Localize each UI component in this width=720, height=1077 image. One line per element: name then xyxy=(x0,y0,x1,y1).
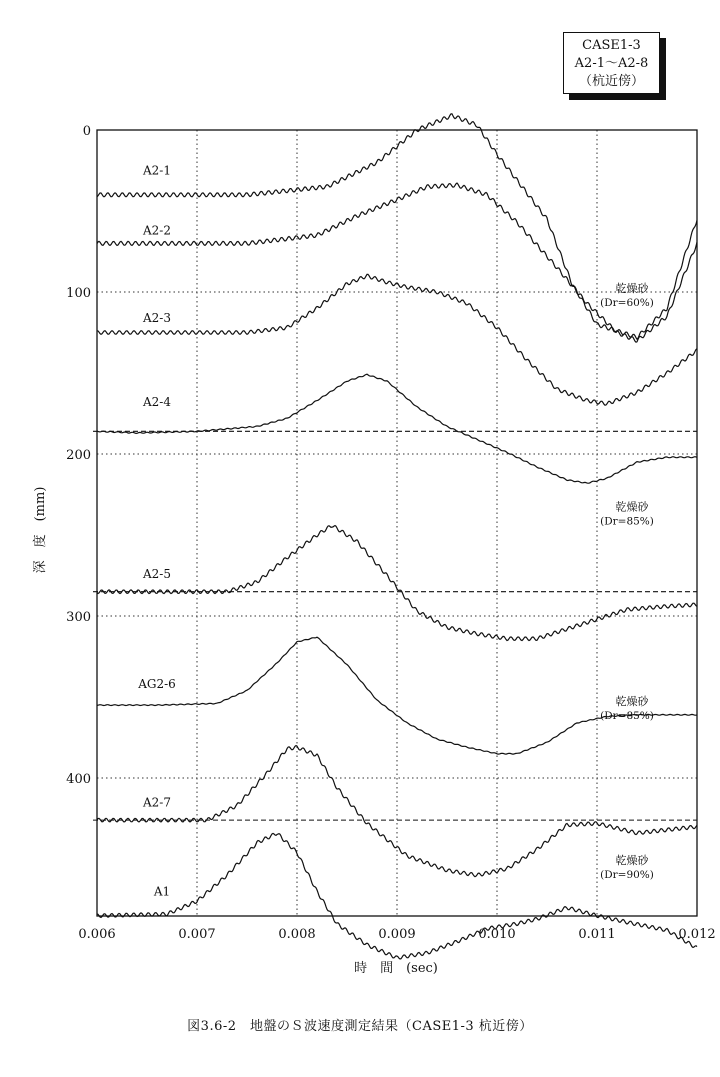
series-line-a2-3 xyxy=(97,274,697,405)
series-label-a2-5: A2-5 xyxy=(143,566,171,581)
layer-annotation-density: (Dr=60%) xyxy=(600,297,654,309)
x-tick-label: 0.009 xyxy=(378,927,416,942)
layer-annotation-material: 乾燥砂 xyxy=(615,695,649,709)
x-tick-label: 0.006 xyxy=(78,927,116,942)
layer-annotation-material: 乾燥砂 xyxy=(615,282,649,295)
y-axis-title: 深 度 (mm) xyxy=(33,486,48,574)
x-axis-title: 時 間 (sec) xyxy=(354,961,438,976)
series-label-ag2-6: AG2-6 xyxy=(138,677,176,692)
y-tick-label: 400 xyxy=(66,772,91,787)
layer-annotation-material: 乾燥砂 xyxy=(615,500,649,514)
series-label-a2-4: A2-4 xyxy=(143,395,171,410)
y-tick-label: 200 xyxy=(66,448,91,463)
case-label-line2: A2-1～A2-8 xyxy=(574,56,649,71)
series-label-a1: A1 xyxy=(153,884,171,899)
y-tick-label: 100 xyxy=(66,286,91,301)
layer-annotation-density: (Dr=85%) xyxy=(600,515,654,528)
layer-annotation-density: (Dr=85%) xyxy=(600,710,654,723)
layer-annotation-density: (Dr=90%) xyxy=(600,868,654,881)
case-label-line1: CASE1-3 xyxy=(582,38,641,53)
x-tick-label: 0.007 xyxy=(178,927,216,942)
x-tick-label: 0.012 xyxy=(678,927,716,942)
case-label-line3: （杭近傍） xyxy=(578,74,644,89)
series-label-a2-3: A2-3 xyxy=(143,310,171,325)
figure-caption: 図3.6-2 地盤のＳ波速度測定結果（CASE1-3 杭近傍） xyxy=(187,1019,533,1034)
series-line-a2-4 xyxy=(97,374,697,483)
layer-annotation-material: 乾燥砂 xyxy=(615,853,649,867)
series-line-a2-5 xyxy=(97,526,697,641)
x-tick-label: 0.008 xyxy=(278,927,316,942)
x-tick-label: 0.011 xyxy=(578,927,616,942)
series-label-a2-2: A2-2 xyxy=(143,223,171,238)
series-label-a2-1: A2-1 xyxy=(143,163,171,178)
y-tick-label: 0 xyxy=(82,124,91,139)
x-tick-label: 0.010 xyxy=(478,927,516,942)
y-tick-label: 300 xyxy=(66,610,91,625)
series-line-ag2-6 xyxy=(97,637,697,754)
case-label-box xyxy=(563,32,660,94)
series-label-a2-7: A2-7 xyxy=(143,795,171,810)
